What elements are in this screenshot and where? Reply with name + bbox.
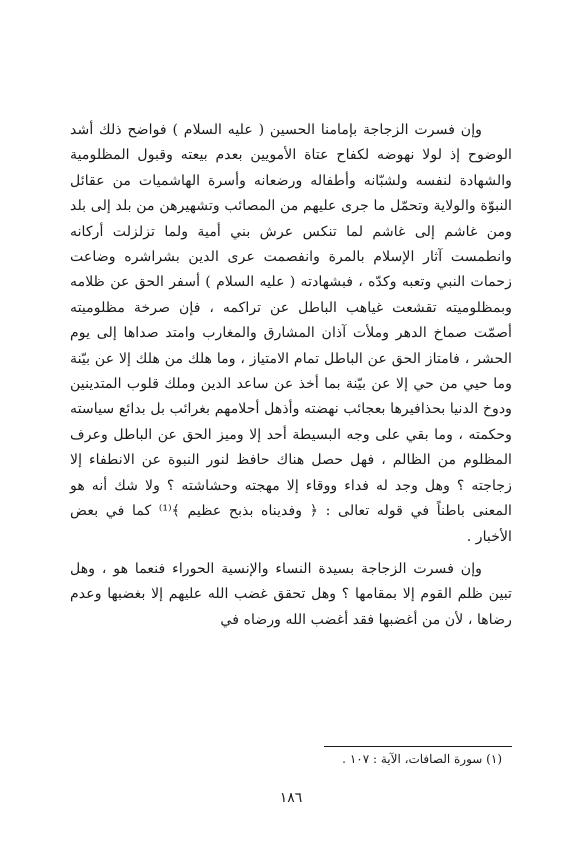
footnote-divider <box>324 746 512 747</box>
footnote: (١) سورة الصافات، الآية : ١٠٧ . <box>342 752 502 766</box>
page-number: ١٨٦ <box>279 790 303 806</box>
main-text <box>70 118 512 633</box>
paragraph-2 <box>70 557 512 633</box>
paragraph-1 <box>70 118 512 550</box>
paragraph-text: وإن فسرت الزجاجة بسيدة النساء والإنسية الحوراء فنعما هو ، وهل تبين ظلم القوم إلا بمقامها ؟ وهل تحقق غضب الله عليهم إلا بغضبها وعدم رضاها ، لأن من أغضبها فقد أغضب الله ورضاه في <box>70 560 512 628</box>
paragraph-text: وإن فسرت الزجاجة بإمامنا الحسين ( عليه السلام ) فواضح ذلك أشد الوضوح إذ لولا نهوضه لكفاح عتاة الأمويين بعدم بيعته وقبول المظلومية والشهادة لنفسه ولشبّانه وأطفاله ورضعانه وأسرة الهاشميات من عقائل النبوّة والولاية وتحمّل ما جرى عليهم من المصائب وتشهيرهن من بلد إلى بلد ومن غاشم إلى غاشم لما تنكس عرش بني أمية ولما تزلزلت أركانه وانطمست آثار الإسلام بالمرة وانفصمت عرى الدين بشراشره وضاعت زحمات النبي وتعبه وكدّه ، فبشهادته ( عليه السلام ) أسفر الحق عن ظلامه وبمظلوميته تقشعت غياهب الباطل عن تراكمه ، فإن صرخة مظلوميته أصمّت صماخ الدهر وملأت آذان المشارق والمغارب وامتد صداها إلى يوم الحشر ، فامتاز الحق عن الباطل تمام الامتياز ، وما هلك من هلك إلا عن بيّنة وما حيي من حي إلا عن بيّنة بما أخذ عن ساعد الدين وملك قلوب المتدينين ودوخ الدنيا بحذافيرها بعجائب نهضته وأذهل أحلامهم بغرائب بل بدائع سياسته وحكمته ، وما بقي على وجه البسيطة أحد إلا وميز الحق عن الباطل وعرف المظلوم من الظالم ، فهل حصل هناك حافظ لنور النبوة عن الانطفاء إلا زجاجته ؟ وهل وجد له فداء ووقاء إلا مهجته وحشاشته ؟ ولا شك أنه هو المعنى باطناً في قوله تعالى : ﴿ وفديناه بذبح عظيم ﴾⁽¹⁾ كما في بعض الأخبار . <box>70 122 512 545</box>
